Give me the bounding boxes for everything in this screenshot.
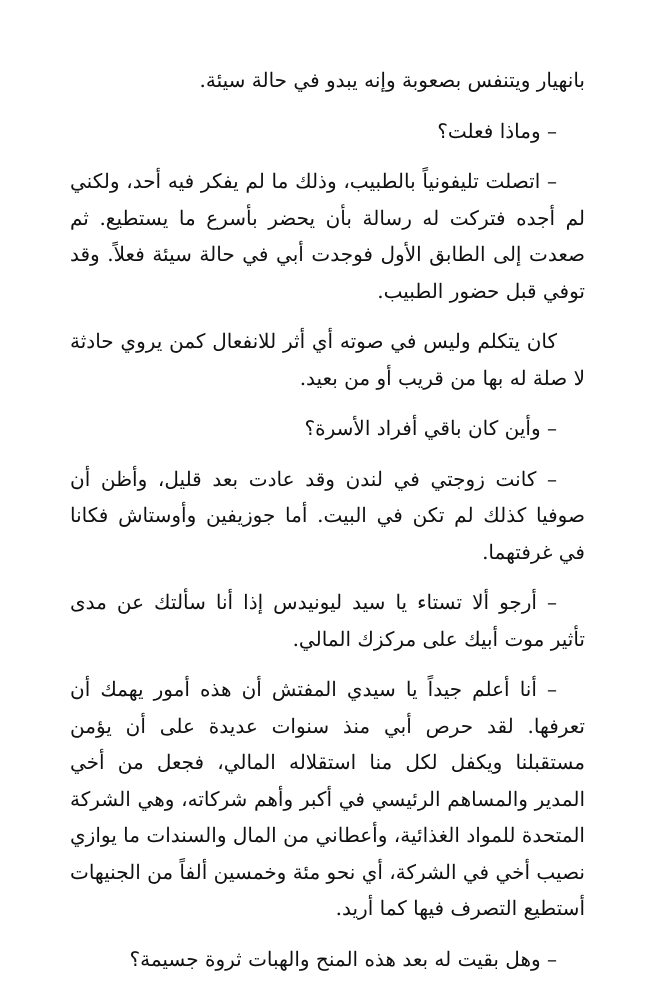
paragraph-1: بانهيار ويتنفس بصعوبة وإنه يبدو في حالة سيئة.: [199, 68, 585, 92]
paragraph-3: – اتصلت تليفونياً بالطبيب، وذلك ما لم يفكر فيه أحد، ولكني لم أجده فتركت له رسالة بأن يحضر بأسرع ما يستطيع. ثم صعدت إلى الطابق الأول فوجدت أبي في حالة سيئة فعلاً. وقد توفي قبل حضور الطبيب.: [70, 169, 585, 303]
paragraph-6: – كانت زوجتي في لندن وقد عادت بعد قليل، وأظن أن صوفيا كذلك لم تكن في البيت. أما جوزيفين وأوستاش فكانا في غرفتهما.: [70, 466, 585, 564]
paragraph-2: – وماذا فعلت؟: [437, 118, 557, 143]
paragraph-8: – أنا أعلم جيداً يا سيدي المفتش أن هذه أمور يهمك أن تعرفها. لقد حرص أبي منذ سنوات عديدة على أن يؤمن مستقبلنا ويكفل لكل منا استقلاله المالي، فجعل من أخي المدير والمساهم الرئيسي في أكبر وأهم شركاته، وهي الشركة المتحدة للمواد الغذائية، وأعطاني من المال والسندات ما يوازي نصيب أخي في الشركة، أي نحو مئة وخمسين ألفاً من الجنيهات أستطيع التصرف فيها كما أريد.: [70, 677, 585, 920]
book-page: [70, 62, 585, 991]
paragraph-9: – وهل بقيت له بعد هذه المنح والهبات ثروة جسيمة؟: [129, 946, 557, 971]
paragraph-7: – أرجو ألا تستاء يا سيد ليونيدس إذا أنا سألتك عن مدى تأثير موت أبيك على مركزك المالي.: [70, 590, 585, 651]
paragraph-4: كان يتكلم وليس في صوته أي أثر للانفعال كمن يروي حادثة لا صلة له بها من قريب أو من بعيد.: [70, 329, 585, 390]
paragraph-5: – وأين كان باقي أفراد الأسرة؟: [304, 416, 557, 440]
